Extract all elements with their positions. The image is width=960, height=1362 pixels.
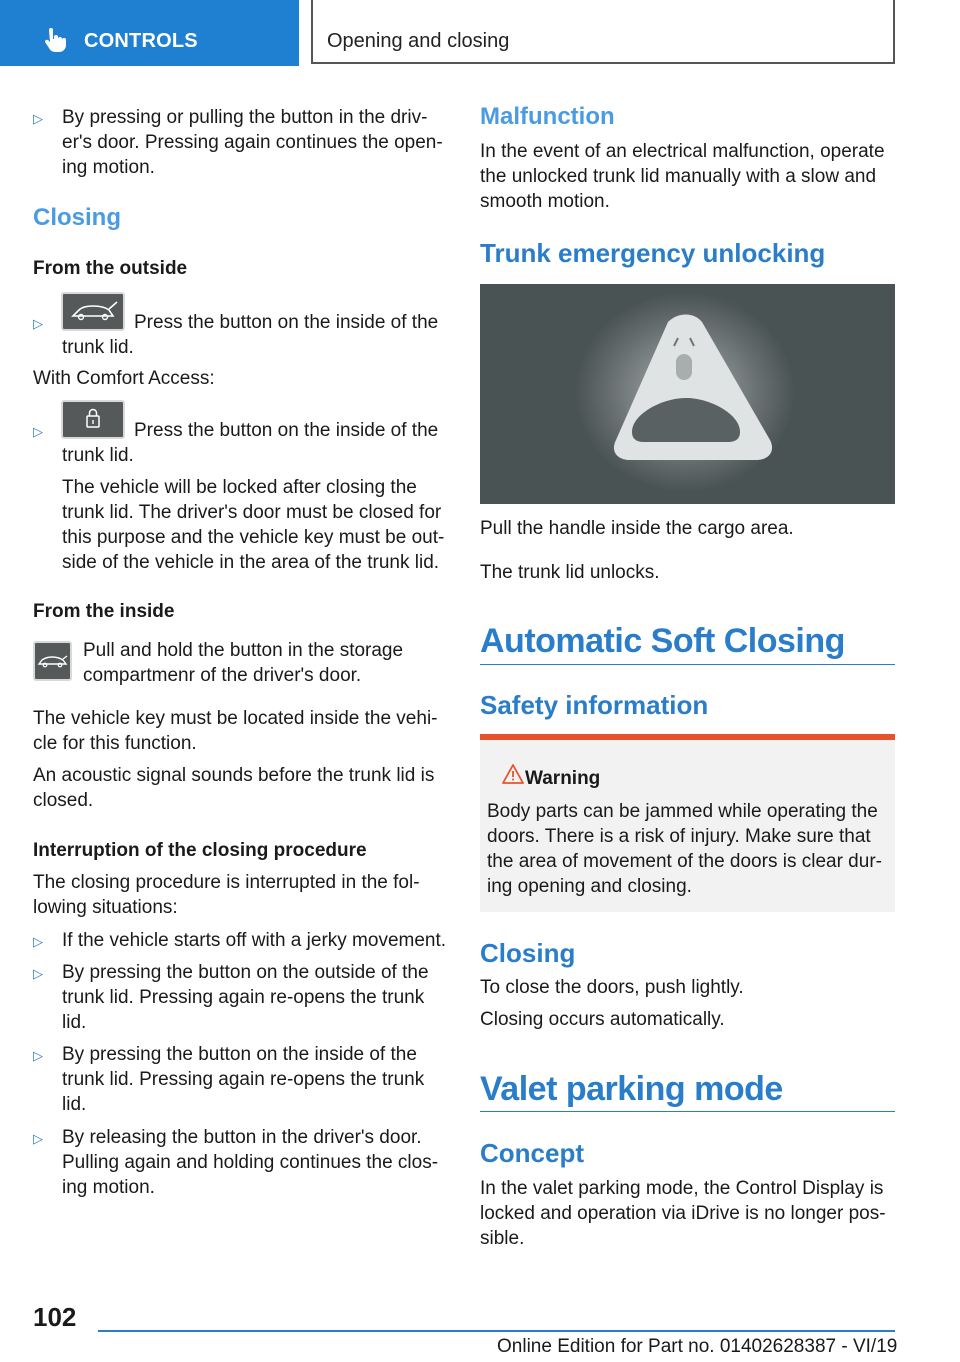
warning-text: the area of movement of the doors is clear dur-	[487, 851, 882, 872]
signal-note: An acoustic signal sounds before the trunk lid is	[33, 765, 435, 786]
car-trunk-open-icon	[63, 294, 123, 329]
intro-line: ing motion.	[62, 157, 155, 178]
lock-button-image	[61, 400, 125, 439]
from-inside-heading: From the inside	[33, 601, 175, 622]
interruption-item: Pulling again and holding continues the clos-	[62, 1152, 439, 1173]
comfort-note: trunk lid. The driver's door must be closed for	[62, 502, 442, 523]
unlocks-text: The trunk lid unlocks.	[480, 562, 660, 583]
edition-label: Online Edition for Part no. 01402628387 - VI/19	[497, 1336, 898, 1357]
intro-line: By pressing or pulling the button in the driv-	[62, 107, 428, 128]
door-closing-heading: Closing	[480, 938, 576, 968]
signal-note: closed.	[33, 790, 94, 811]
interruption-item: By pressing the button on the inside of the	[62, 1044, 417, 1065]
malfunction-text: smooth motion.	[480, 191, 610, 212]
interruption-intro: lowing situations:	[33, 897, 178, 918]
pull-text: Pull the handle inside the cargo area.	[480, 518, 794, 539]
closing-text: To close the doors, push lightly.	[480, 977, 744, 998]
closing-text: Closing occurs automatically.	[480, 1009, 725, 1030]
outside-text: trunk lid.	[62, 337, 134, 358]
warning-box	[480, 734, 895, 912]
section-tab[interactable]	[0, 0, 299, 66]
bullet-icon: ▷	[33, 966, 43, 981]
key-note: The vehicle key must be located inside the vehi-	[33, 708, 438, 729]
emergency-handle-photo	[480, 284, 895, 504]
bullet-icon: ▷	[33, 316, 43, 331]
interruption-item: trunk lid. Pressing again re-opens the trunk	[62, 987, 425, 1008]
section-divider	[480, 1111, 895, 1112]
chapter-tab[interactable]	[311, 0, 895, 64]
key-note: cle for this function.	[33, 733, 197, 754]
bullet-icon: ▷	[33, 111, 43, 126]
warning-label: Warning	[525, 768, 601, 789]
comfort-text: trunk lid.	[62, 445, 134, 466]
concept-text: In the valet parking mode, the Control Display is	[480, 1178, 884, 1199]
intro-line: er's door. Pressing again continues the open-	[62, 132, 443, 153]
car-trunk-icon	[35, 643, 70, 679]
concept-text: locked and operation via iDrive is no longer pos-	[480, 1203, 886, 1224]
warning-triangle-icon	[502, 764, 524, 784]
interruption-heading: Interruption of the closing procedure	[33, 840, 367, 861]
interruption-item: If the vehicle starts off with a jerky movement.	[62, 930, 447, 951]
from-outside-heading: From the outside	[33, 258, 188, 279]
comfort-access-label: With Comfort Access:	[33, 368, 215, 389]
comfort-text: Press the button on the inside of the	[134, 420, 439, 441]
interruption-item: lid.	[62, 1094, 87, 1115]
trunk-button-image	[61, 292, 125, 331]
closing-heading: Closing	[33, 204, 121, 231]
valet-heading: Valet parking mode	[480, 1070, 783, 1108]
bullet-icon: ▷	[33, 1131, 43, 1146]
interruption-item: lid.	[62, 1012, 87, 1033]
comfort-note: this purpose and the vehicle key must be out-	[62, 527, 445, 548]
bullet-icon: ▷	[33, 424, 43, 439]
interruption-item: By pressing the button on the outside of the	[62, 962, 429, 983]
footer-divider	[98, 1330, 895, 1332]
interruption-item: ing motion.	[62, 1177, 155, 1198]
hand-pointer-icon	[40, 26, 68, 54]
malfunction-heading: Malfunction	[480, 103, 615, 130]
inside-text: Pull and hold the button in the storage	[83, 640, 404, 661]
interruption-item: trunk lid. Pressing again re-opens the trunk	[62, 1069, 425, 1090]
page-number: 102	[33, 1302, 77, 1332]
lock-icon	[63, 402, 123, 437]
door-button-image	[33, 641, 72, 681]
inside-text: compartmenr of the driver's door.	[83, 665, 362, 686]
bullet-icon: ▷	[33, 934, 43, 949]
warning-text: doors. There is a risk of injury. Make sure that	[487, 826, 871, 847]
warning-text: Body parts can be jammed while operating the	[487, 801, 878, 822]
bullet-icon: ▷	[33, 1048, 43, 1063]
trunk-release-handle-icon	[480, 284, 895, 504]
comfort-note: side of the vehicle in the area of the trunk lid.	[62, 552, 440, 573]
interruption-item: By releasing the button in the driver's door.	[62, 1127, 422, 1148]
safety-heading: Safety information	[480, 690, 709, 720]
comfort-note: The vehicle will be locked after closing the	[62, 477, 417, 498]
warning-text: ing opening and closing.	[487, 876, 692, 897]
concept-heading: Concept	[480, 1138, 584, 1168]
section-divider	[480, 664, 895, 665]
interruption-intro: The closing procedure is interrupted in the fol-	[33, 872, 420, 893]
chapter-label: Opening and closing	[327, 30, 510, 52]
section-label: CONTROLS	[84, 30, 198, 52]
concept-text: sible.	[480, 1228, 525, 1249]
malfunction-text: the unlocked trunk lid manually with a slow and	[480, 166, 877, 187]
emergency-heading: Trunk emergency unlocking	[480, 238, 826, 268]
soft-closing-heading: Automatic Soft Closing	[480, 622, 845, 660]
malfunction-text: In the event of an electrical malfunction, operate	[480, 141, 885, 162]
outside-text: Press the button on the inside of the	[134, 312, 439, 333]
